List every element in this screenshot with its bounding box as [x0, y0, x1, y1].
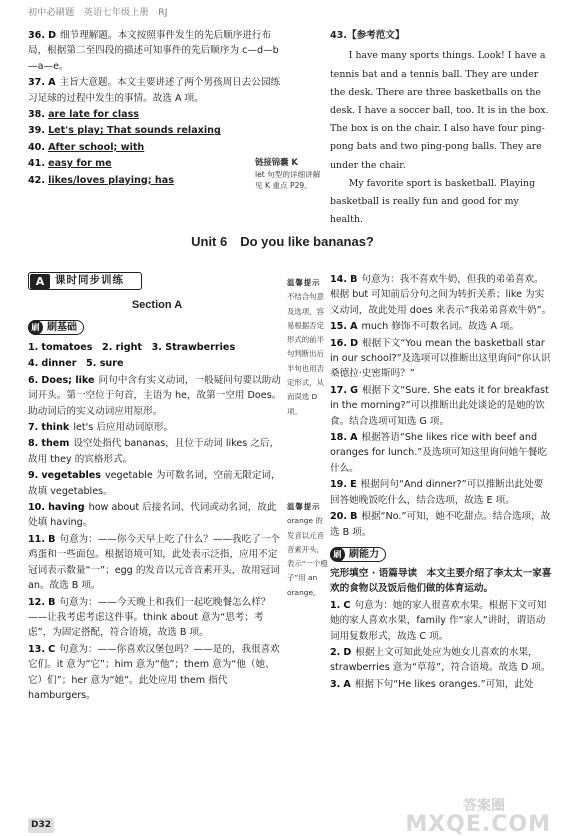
page-number: D32	[28, 818, 54, 833]
list-item: 14. B 句意为：我不喜欢牛奶，但我的弟弟喜欢。根据 but 可知前后分句之间为转折关系；like 为实义动词，故此处用 does 来表示“我弟弟喜欢牛奶”。	[330, 274, 552, 316]
banner-badge: A	[30, 274, 50, 289]
list-item: 19. E 根据问句“And dinner?”可以推断出此处要回答她晚饭吃什么，结合选项，故选 E 项。	[330, 479, 544, 506]
list-item: 42. likes/loves playing; has	[28, 174, 174, 186]
list-item: 1. C 句意为：她的家人很喜欢水果。根据下文可知她的家人喜欢水果，family 作“家人”讲时，谓语动词用复数形式，故选 C 项。	[330, 599, 547, 642]
tip-box-1	[287, 276, 329, 419]
link-tip-title: 链接锦囊 K	[255, 157, 298, 167]
section-title: Section A	[131, 299, 183, 311]
ability-tag-label: 刷能力	[349, 548, 379, 560]
tip-title: 温馨提示	[287, 278, 321, 287]
list-item: 1. tomatoes 2. right 3. Strawberries	[28, 342, 236, 353]
banner-label: 课时同步训练	[55, 274, 124, 287]
answers-1-13	[28, 340, 286, 704]
list-item: 13. C 句意为：——你喜欢汉堡包吗？——是的，我很喜欢它们。it 意为“它”；him 意为“他”；them 意为“他（她、它）们”；her 意为“她”。此处应用 them 指代 hamburgers。	[28, 643, 280, 701]
tip-box-2	[287, 500, 329, 600]
list-item: 36. D 细节理解题。本文按照事件发生的先后顺序进行布局，根据第二至四段的描述可知事件的先后顺序为 c—d—b—a—e。	[28, 30, 279, 72]
link-tip-text: let 句型的详细讲解见 K 重点 P29。	[255, 169, 321, 190]
essay-title: 43.【参考范文】	[330, 30, 405, 41]
list-item: 16. D 根据下文“You mean the basketball star in our school?”及选项可以推断出这里询问“你认识桑德拉·史密斯吗？”	[330, 337, 551, 380]
list-item: 18. A 根据答语“She likes rice with beef and oranges for lunch.”及选项可知这里询问她午餐吃什么。	[330, 432, 547, 474]
reference-essay	[330, 28, 552, 229]
tip-title: 温馨提示	[287, 502, 321, 511]
list-item: 3. A 根据下句“He likes oranges.”可知，此处	[330, 678, 534, 690]
cloze-intro: 完形填空 · 语篇导读 本文主要介绍了李太太一家喜欢的食物以及饭后他们做的体育运动。	[330, 567, 552, 595]
list-item: 40. After school; with	[28, 141, 145, 153]
essay-paragraph: I have many sports things. Look! I have a tennis bat and a tennis ball. They are under the desk. There are three basketballs on the desk. I have a soccer ball, too. It is in the box. The box is on the chair. I also have four ping-pong bats and two ping-pong balls. They are under the chair.	[330, 50, 549, 171]
list-item: 10. having how about 后接名词、代词或动名词，故此处填 having。	[28, 502, 277, 529]
watermark-top: 答案圈	[463, 797, 505, 814]
tip-text: 不结合句意及选项，容易根据否定形式的前半句判断出后半句也用否定形式，从而误选 D 项。	[287, 292, 324, 416]
lesson-banner	[28, 272, 142, 290]
answers-36-42	[28, 28, 286, 189]
list-item: 2. D 根据上文可知此处应为她女儿喜欢的水果，strawberries 意为“草莓”，符合语境。故选 D 项。	[330, 646, 551, 674]
answers-14-20	[330, 272, 552, 693]
list-item: 9. vegetables vegetable 为可数名词，空前无限定词，故填 vegetables。	[28, 470, 281, 497]
link-tip	[255, 157, 325, 192]
essay-paragraph: My favorite sport is basketball. Playing basketball is really fun and good for my health.	[330, 177, 536, 226]
watermark: MXQE.COM	[405, 811, 551, 836]
page-header: 初中必刷题 英语七年级上册 RJ	[28, 8, 168, 18]
list-item: 20. B 根据“No.”可知，她不吃甜点。结合选项，故选 B 项。	[330, 511, 551, 538]
list-item: 39. Let's play; That sounds relaxing	[28, 125, 221, 137]
list-item: 6. Does; like 问句中含有实义动词，一般疑问句要以助动词开头。第一空位于句首，主语为 he，故第一空用 Does。助动词后的实义动词应用原形。	[28, 374, 282, 417]
basic-tag	[28, 320, 84, 335]
list-item: 7. think let's 后应用动词原形。	[28, 422, 174, 434]
list-item: 8. them 设空处指代 bananas，且位于动词 likes 之后，故用 they 的宾格形式。	[28, 438, 280, 465]
brush-icon: 刷	[28, 320, 43, 335]
list-item: 37. A 主旨大意题。本文主要讲述了两个男孩周日去公园练习足球的过程中发生的事情。故选 A 项。	[28, 77, 281, 104]
list-item: 4. dinner 5. sure	[28, 358, 124, 370]
list-item: 12. B 句意为：——今天晚上和我们一起吃晚餐怎么样？——让我考虑考虑这件事。think about 意为“思考；考虑”，为固定搭配，符合语境，故选 B 项。	[28, 596, 271, 639]
brush-icon: 刷	[330, 547, 345, 562]
tip-text: orange 的发音以元音音素开头，表示“一个橙子”用 an orange。	[287, 516, 328, 597]
list-item: 15. A much 修饰不可数名词。故选 A 项。	[330, 321, 520, 333]
list-item: 41. easy for me	[28, 158, 112, 170]
list-item: 17. G 根据下文“Sure. She eats it for breakfast in the morning?”可以推断出此处谈论的是她的饮食。结合选项可知选 G 项。	[330, 384, 549, 427]
list-item: 38. are late for class	[28, 109, 140, 121]
basic-tag-label: 刷基础	[47, 321, 77, 333]
ability-tag	[330, 547, 386, 562]
list-item: 11. B 句意为：——你今天早上吃了什么？——我吃了一个鸡蛋和一些面包。根据语境可知，此处表示泛指，应用不定冠词表示数量“一”；egg 的发音以元音音素开头，故用冠词 an。故选 B 项。	[28, 533, 281, 592]
unit-title: Unit 6 Do you like bananas?	[191, 234, 374, 249]
